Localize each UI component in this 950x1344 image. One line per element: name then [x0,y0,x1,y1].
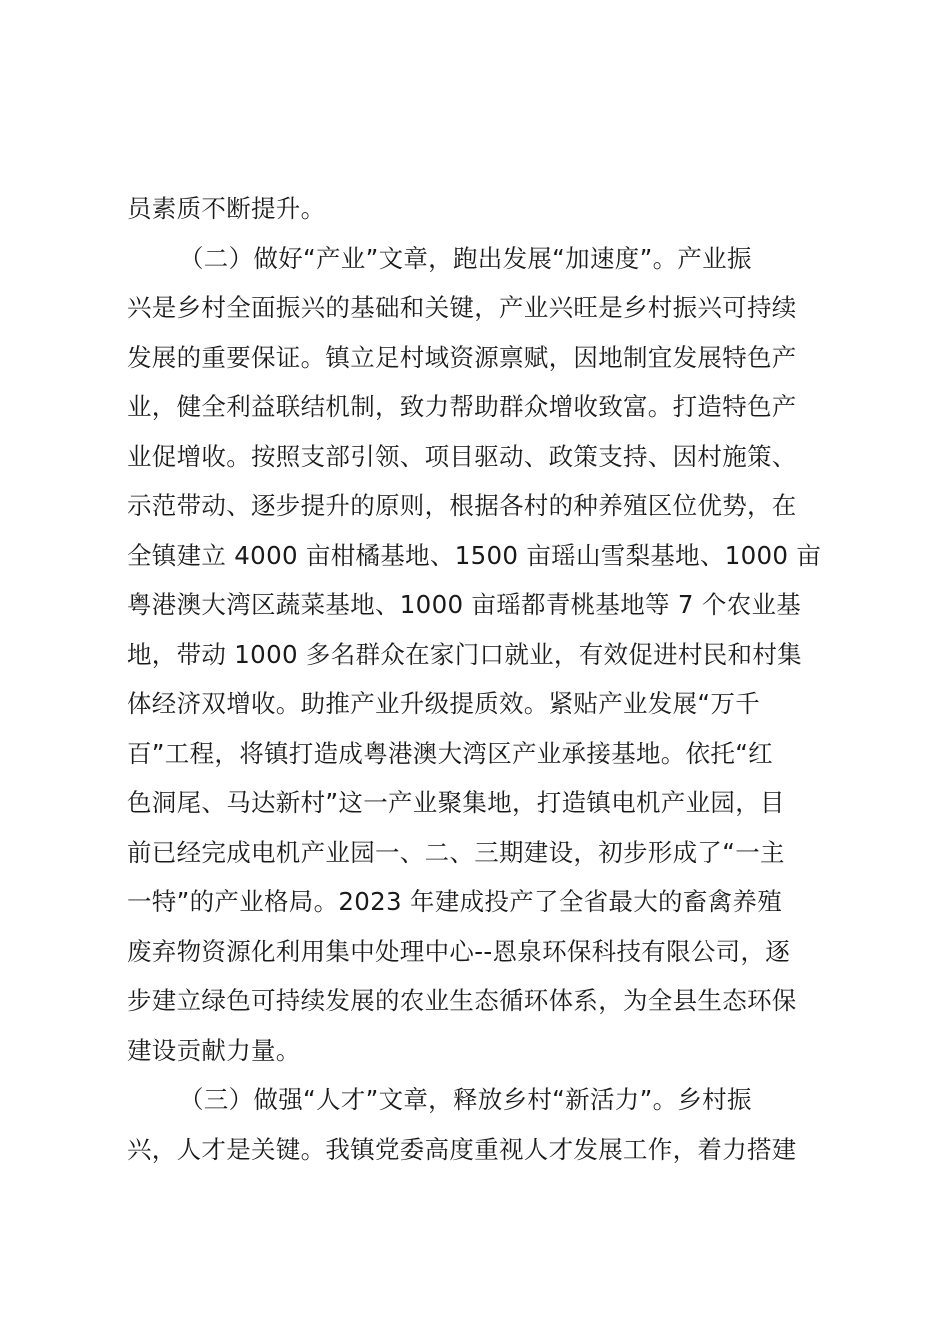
body-text [127,184,847,1174]
text-line: 员素质不断提升。 [127,194,326,223]
text-line: 前已经完成电机产业园一、二、三期建设，初步形成了“一主 [127,837,785,867]
text-line: 业促增收。按照支部引领、项目驱动、政策支持、因村施策、 [127,441,797,471]
text-line: 废弃物资源化利用集中处理中心--恩泉环保科技有限公司，逐 [127,936,791,966]
text-line: 地，带动 1000 多名群众在家门口就业，有效促进村民和村集 [127,639,802,669]
text-line: 兴，人才是关键。我镇党委高度重视人才发展工作，着力搭建 [127,1134,797,1164]
text-line: 建设贡献力量。 [127,1035,301,1065]
text-line: 百”工程，将镇打造成粤港澳大湾区产业承接基地。依托“红 [127,738,773,768]
text-line: 业，健全利益联结机制，致力帮助群众增收致富。打造特色产 [127,392,797,421]
text-line: 色洞尾、马达新村”这一产业聚集地，打造镇电机产业园，目 [127,788,785,817]
text-line: 体经济双增收。助推产业升级提质效。紧贴产业发展“万千 [127,689,760,718]
text-line: 一特”的产业格局。2023 年建成投产了全省最大的畜禽养殖 [127,887,783,916]
text-line: 发展的重要保证。镇立足村域资源禀赋，因地制宜发展特色产 [127,342,797,372]
text-line: 步建立绿色可持续发展的农业生态循环体系，为全县生态环保 [127,986,797,1015]
text-line: （三）做强“人才”文章，释放乡村“新活力”。乡村振 [179,1085,752,1114]
text-line: 示范带动、逐步提升的原则，根据各村的种养殖区位优势，在 [127,491,797,520]
text-line: 兴是乡村全面振兴的基础和关键，产业兴旺是乡村振兴可持续 [127,293,797,322]
text-line: 粤港澳大湾区蔬菜基地、1000 亩瑶都青桃基地等 7 个农业基 [127,590,802,619]
text-line: （二）做好“产业”文章，跑出发展“加速度”。产业振 [179,243,752,273]
text-line: 全镇建立 4000 亩柑橘基地、1500 亩瑶山雪梨基地、1000 亩 [127,540,822,570]
